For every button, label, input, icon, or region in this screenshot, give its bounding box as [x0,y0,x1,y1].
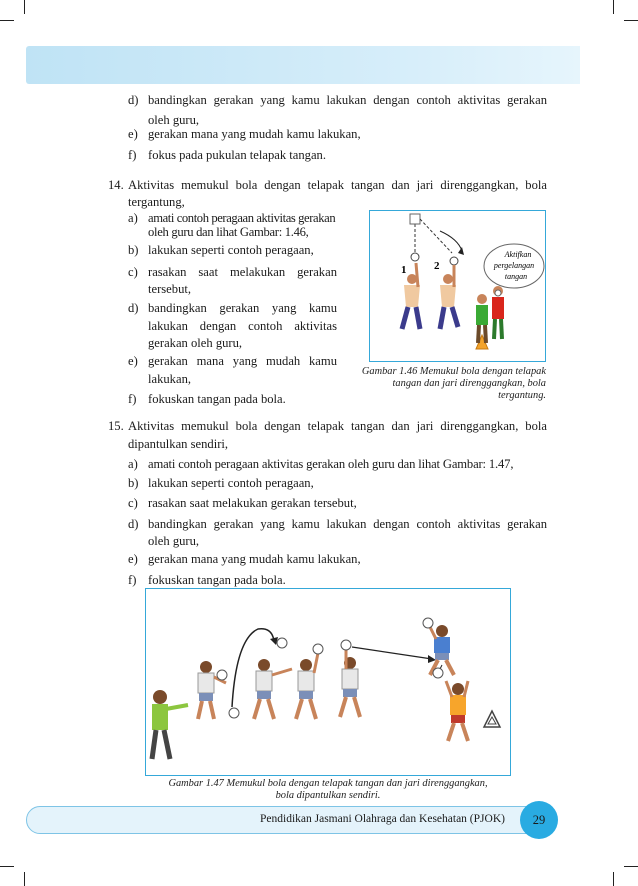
step-text: amati contoh peragaan aktivitas gerakan oleh guru dan lihat Gambar: 1.47, [148,457,514,471]
list-label: e) [128,127,138,141]
step-text: tersebut, [148,282,192,296]
step-label: f) [128,573,137,587]
teacher-figure [152,690,188,759]
label-1: 1 [401,264,407,276]
label-2: 2 [434,260,440,272]
crop-mark [613,872,614,886]
step-text: lakukan, [148,372,192,386]
step-text: lakukan seperti contoh peragaan, [148,476,314,490]
crop-mark [613,0,614,14]
step-text: oleh guru dan lihat Gambar: 1.46, [148,225,309,239]
student-figure [430,625,454,675]
figure-1-47-caption [160,778,496,802]
step-label: b) [128,476,139,490]
figure-1-46 [369,210,546,362]
list-label: d) [128,93,139,107]
step-label: b) [128,243,139,257]
step-text: rasakan saat melakukan gerakan tersebut, [148,496,357,510]
bubble-text: Aktifkan [504,250,532,259]
figure-1-47 [145,588,511,776]
caption-line: Gambar 1.47 Memukul bola dengan telapak tangan dan jari direnggangkan, [168,778,488,789]
step-label: d) [128,517,139,531]
crop-mark [624,866,638,867]
item-heading: Aktivitas memukul bola dengan telapak tangan dan jari direnggangkan, bola [128,419,547,433]
bubble-text: tangan [504,272,528,281]
step-label: e) [128,354,138,368]
student-figure [340,649,360,717]
figure-1-47-illustration [146,589,510,775]
step-label: e) [128,552,138,566]
step-label: a) [128,457,138,471]
player-figure [440,265,458,329]
caption-line: bola dipantulkan sendiri. [275,790,381,801]
step-text: fokuskan tangan pada bola. [148,573,286,587]
step-text: rasakan saat melakukan gerakan [148,265,337,279]
student-figure [296,653,318,719]
step-text: gerakan mana yang mudah kamu [148,354,337,368]
step-label: c) [128,265,138,279]
step-text: gerakan mana yang mudah kamu lakukan, [148,552,361,566]
step-label: d) [128,301,139,315]
caption-line: tangan dan jari direnggangkan, bola [392,378,546,389]
crop-mark [24,0,25,14]
step-text: gerakan oleh guru, [148,336,243,350]
crop-mark [0,20,14,21]
step-text: amati contoh peragaan aktivitas gerakan [148,211,336,225]
student-figure [254,659,292,719]
step-text: lakukan dengan contoh aktivitas [148,319,337,333]
caption-line: tergantung. [498,390,546,401]
step-text: lakukan seperti contoh peragaan, [148,243,314,257]
list-text: fokus pada pukulan telapak tangan. [148,148,327,162]
list-label: f) [128,148,137,162]
item-number: 15. [108,419,124,433]
item-heading: dipantulkan sendiri, [128,437,229,451]
figure-1-46-illustration [370,211,545,361]
list-text: gerakan mana yang mudah kamu lakukan, [148,127,361,141]
page-number: 29 [520,801,558,839]
book-title: Pendidikan Jasmani Olahraga dan Kesehatan (PJOK) [260,813,505,825]
step-label: f) [128,392,137,406]
caption-line: Gambar 1.46 Memukul bola dengan telapak [361,366,546,377]
step-text: bandingkan gerakan yang kamu [148,301,337,315]
crop-mark [624,20,638,21]
student-figure [446,681,468,741]
header-band [26,46,580,84]
item-heading: tergantung, [128,195,185,209]
step-text: fokuskan tangan pada bola. [148,392,286,406]
list-text: bandingkan gerakan yang kamu lakukan dengan contoh aktivitas gerakan [148,93,547,107]
step-text: oleh guru, [148,534,200,548]
item-number: 14. [108,178,124,192]
bubble-text: pergelangan [493,261,535,270]
step-label: c) [128,496,138,510]
step-text: bandingkan gerakan yang kamu lakukan dengan contoh aktivitas gerakan [148,517,547,531]
item-heading: Aktivitas memukul bola dengan telapak tangan dan jari direnggangkan, bola [128,178,547,192]
figure-1-46-caption [356,366,546,402]
step-label: a) [128,211,138,225]
crop-mark [0,866,14,867]
crop-mark [24,872,25,886]
list-text: oleh guru, [148,113,200,127]
